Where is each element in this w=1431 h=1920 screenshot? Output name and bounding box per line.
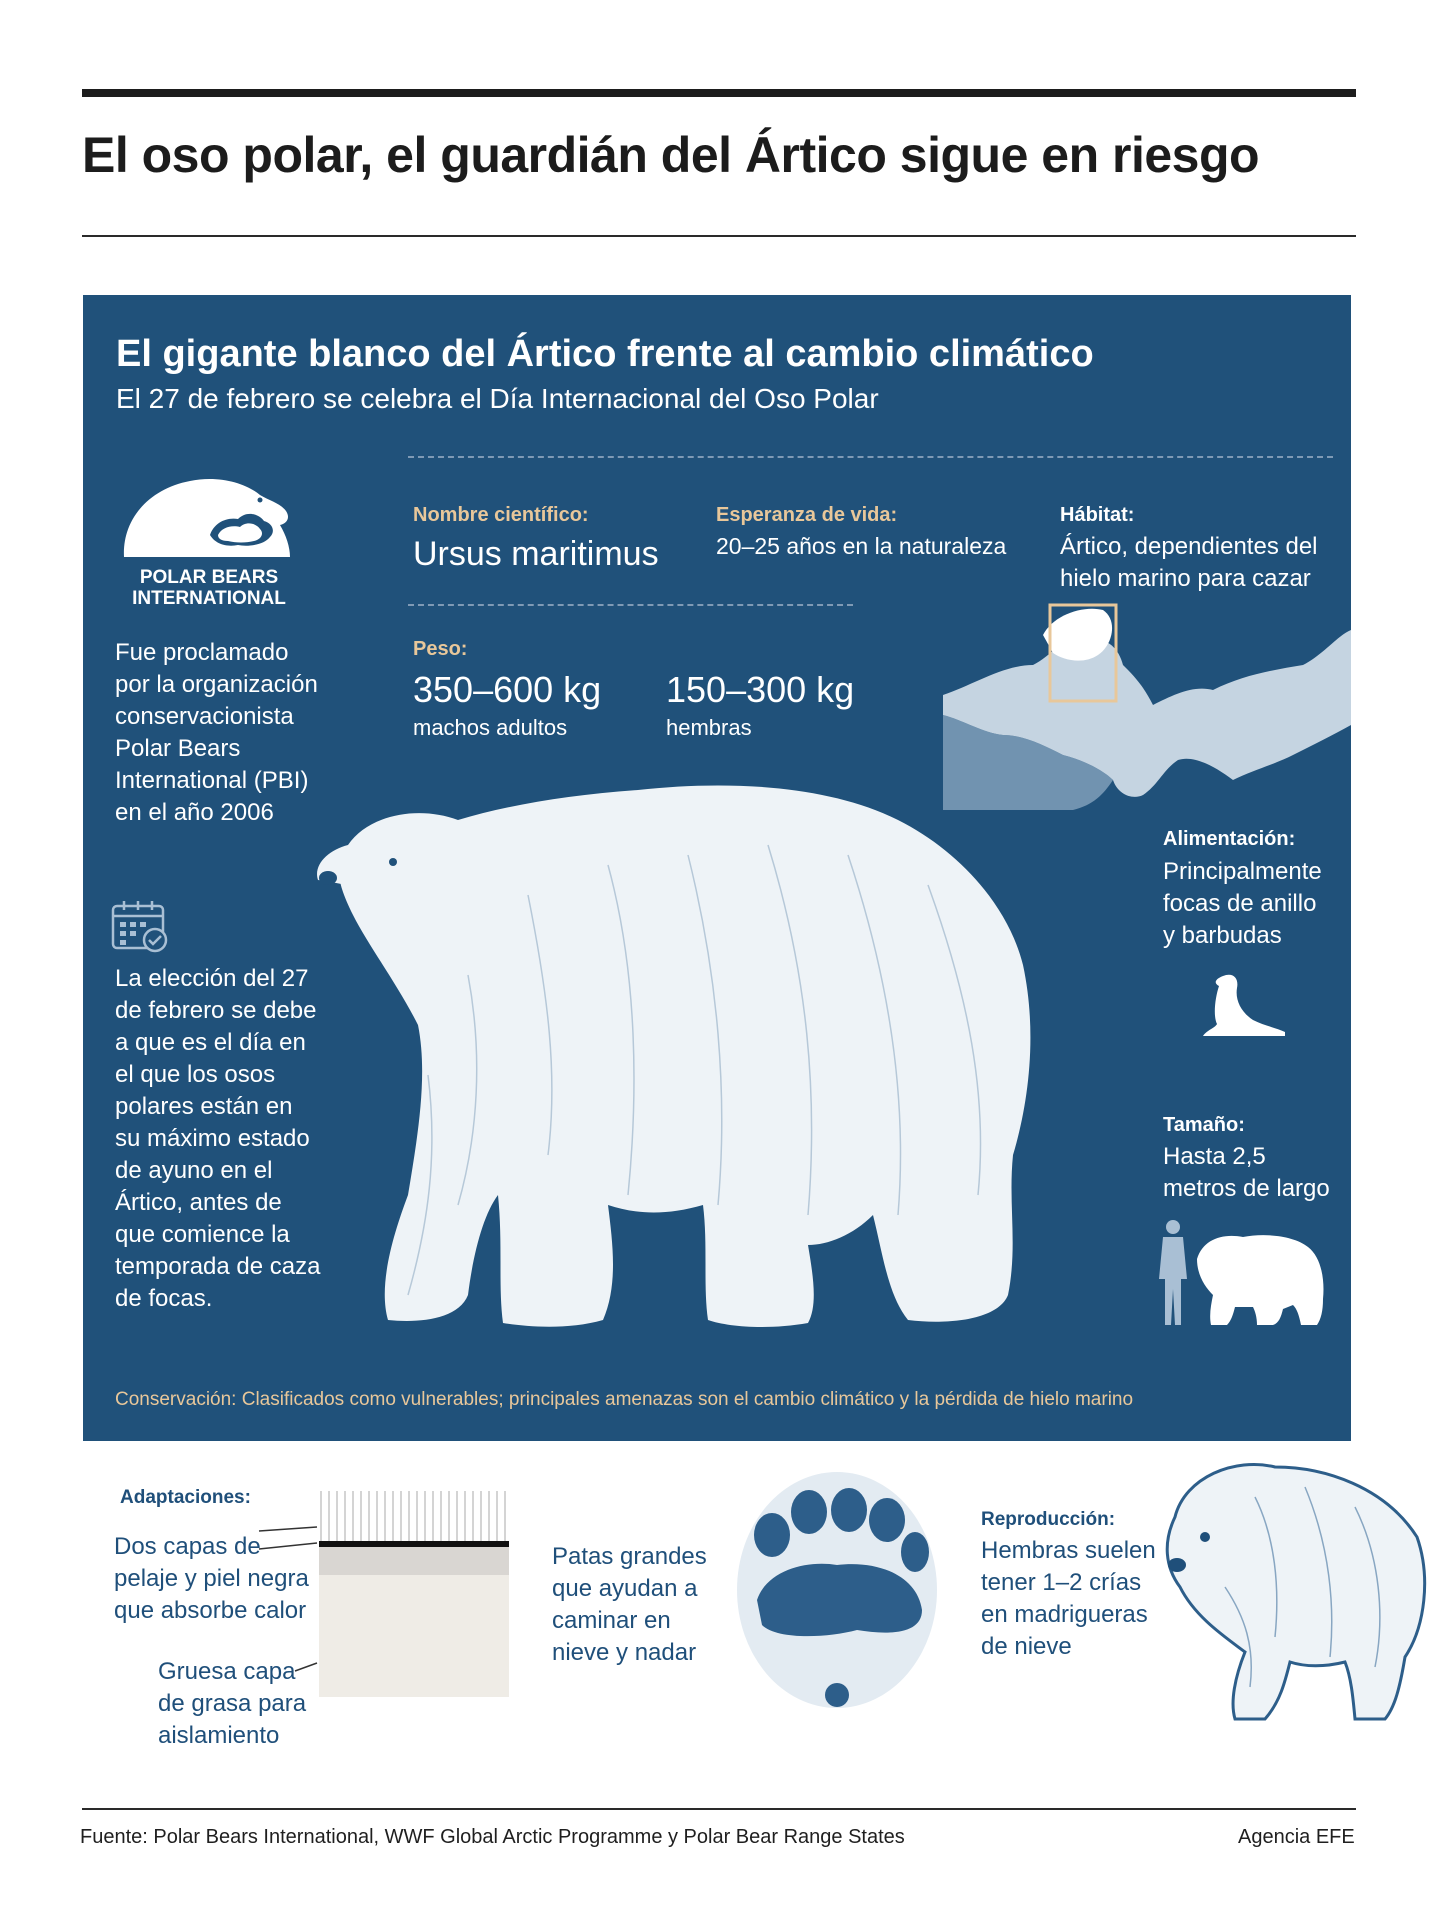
fat-text: Gruesa capa de grasa para aislamiento xyxy=(158,1658,307,1749)
size-label: Tamaño: xyxy=(1163,1114,1245,1136)
weight-label: Peso: xyxy=(413,638,468,660)
date-reason-text: La elección del 27 de febrero se debe a que es el día en el que los osos polares están en su máximo estado de ayuno en el Ártico, antes de que comience la temporada de caza de focas. xyxy=(115,965,321,1312)
size-comparison-icon xyxy=(1153,1219,1328,1329)
male-weight-caption: machos adultos xyxy=(413,715,568,740)
habitat-label: Hábitat: xyxy=(1060,504,1135,526)
female-weight-caption: hembras xyxy=(666,715,752,740)
title-divider xyxy=(82,235,1356,237)
scientific-name-label: Nombre científico: xyxy=(413,504,589,526)
reproduction-text: Hembras suelen tener 1–2 crías en madrigueras de nieve xyxy=(981,1537,1156,1660)
dashed-divider xyxy=(408,604,853,606)
size-value: Hasta 2,5 metros de largo xyxy=(1163,1143,1330,1202)
dashed-divider xyxy=(408,456,1333,458)
panel-subtitle: El 27 de febrero se celebra el Día Internacional del Oso Polar xyxy=(116,383,879,414)
fur-text: Dos capas de pelaje y piel negra que absorbe calor xyxy=(114,1533,309,1624)
top-rule xyxy=(82,89,1356,97)
panel-title: El gigante blanco del Ártico frente al cambio climático xyxy=(116,333,1094,375)
conservation-note: Conservación: Clasificados como vulnerables; principales amenazas son el cambio climático y la pérdida de hielo marino xyxy=(115,1389,1134,1410)
diet-value: Principalmente focas de anillo y barbudas xyxy=(1163,858,1322,949)
polar-bears-international-logo xyxy=(118,465,298,565)
paw-print-icon xyxy=(727,1460,947,1715)
info-panel xyxy=(83,295,1351,1441)
female-weight-value: 150–300 kg xyxy=(666,669,855,710)
source-text: Fuente: Polar Bears International, WWF Global Arctic Programme y Polar Bear Range States xyxy=(80,1826,905,1848)
reproduction-label: Reproducción: xyxy=(981,1509,1116,1530)
page-title: El oso polar, el guardián del Ártico sigue en riesgo xyxy=(82,127,1260,183)
logo-text: POLAR BEARS INTERNATIONAL xyxy=(132,567,286,609)
lifespan-value: 20–25 años en la naturaleza xyxy=(716,533,1007,559)
adaptations-label: Adaptaciones: xyxy=(120,1487,251,1508)
polar-bear-cub-illustration xyxy=(1155,1457,1431,1727)
footer-divider xyxy=(82,1808,1356,1810)
agency-credit: Agencia EFE xyxy=(1238,1826,1355,1848)
proclaimed-text: Fue proclamado por la organización conservacionista Polar Bears International (PBI) en el año 2006 xyxy=(115,639,318,826)
male-weight-value: 350–600 kg xyxy=(413,669,602,710)
habitat-value: Ártico, dependientes del hielo marino para cazar xyxy=(1060,533,1318,592)
paws-text: Patas grandes que ayudan a caminar en nieve y nadar xyxy=(552,1543,707,1666)
polar-bear-illustration xyxy=(308,775,1128,1330)
lifespan-label: Esperanza de vida: xyxy=(716,504,898,526)
scientific-name-value: Ursus maritimus xyxy=(413,535,659,573)
calendar-check-icon xyxy=(111,898,169,954)
seal-icon xyxy=(1193,968,1288,1038)
skin-layers-diagram xyxy=(255,1487,510,1700)
diet-label: Alimentación: xyxy=(1163,828,1296,850)
